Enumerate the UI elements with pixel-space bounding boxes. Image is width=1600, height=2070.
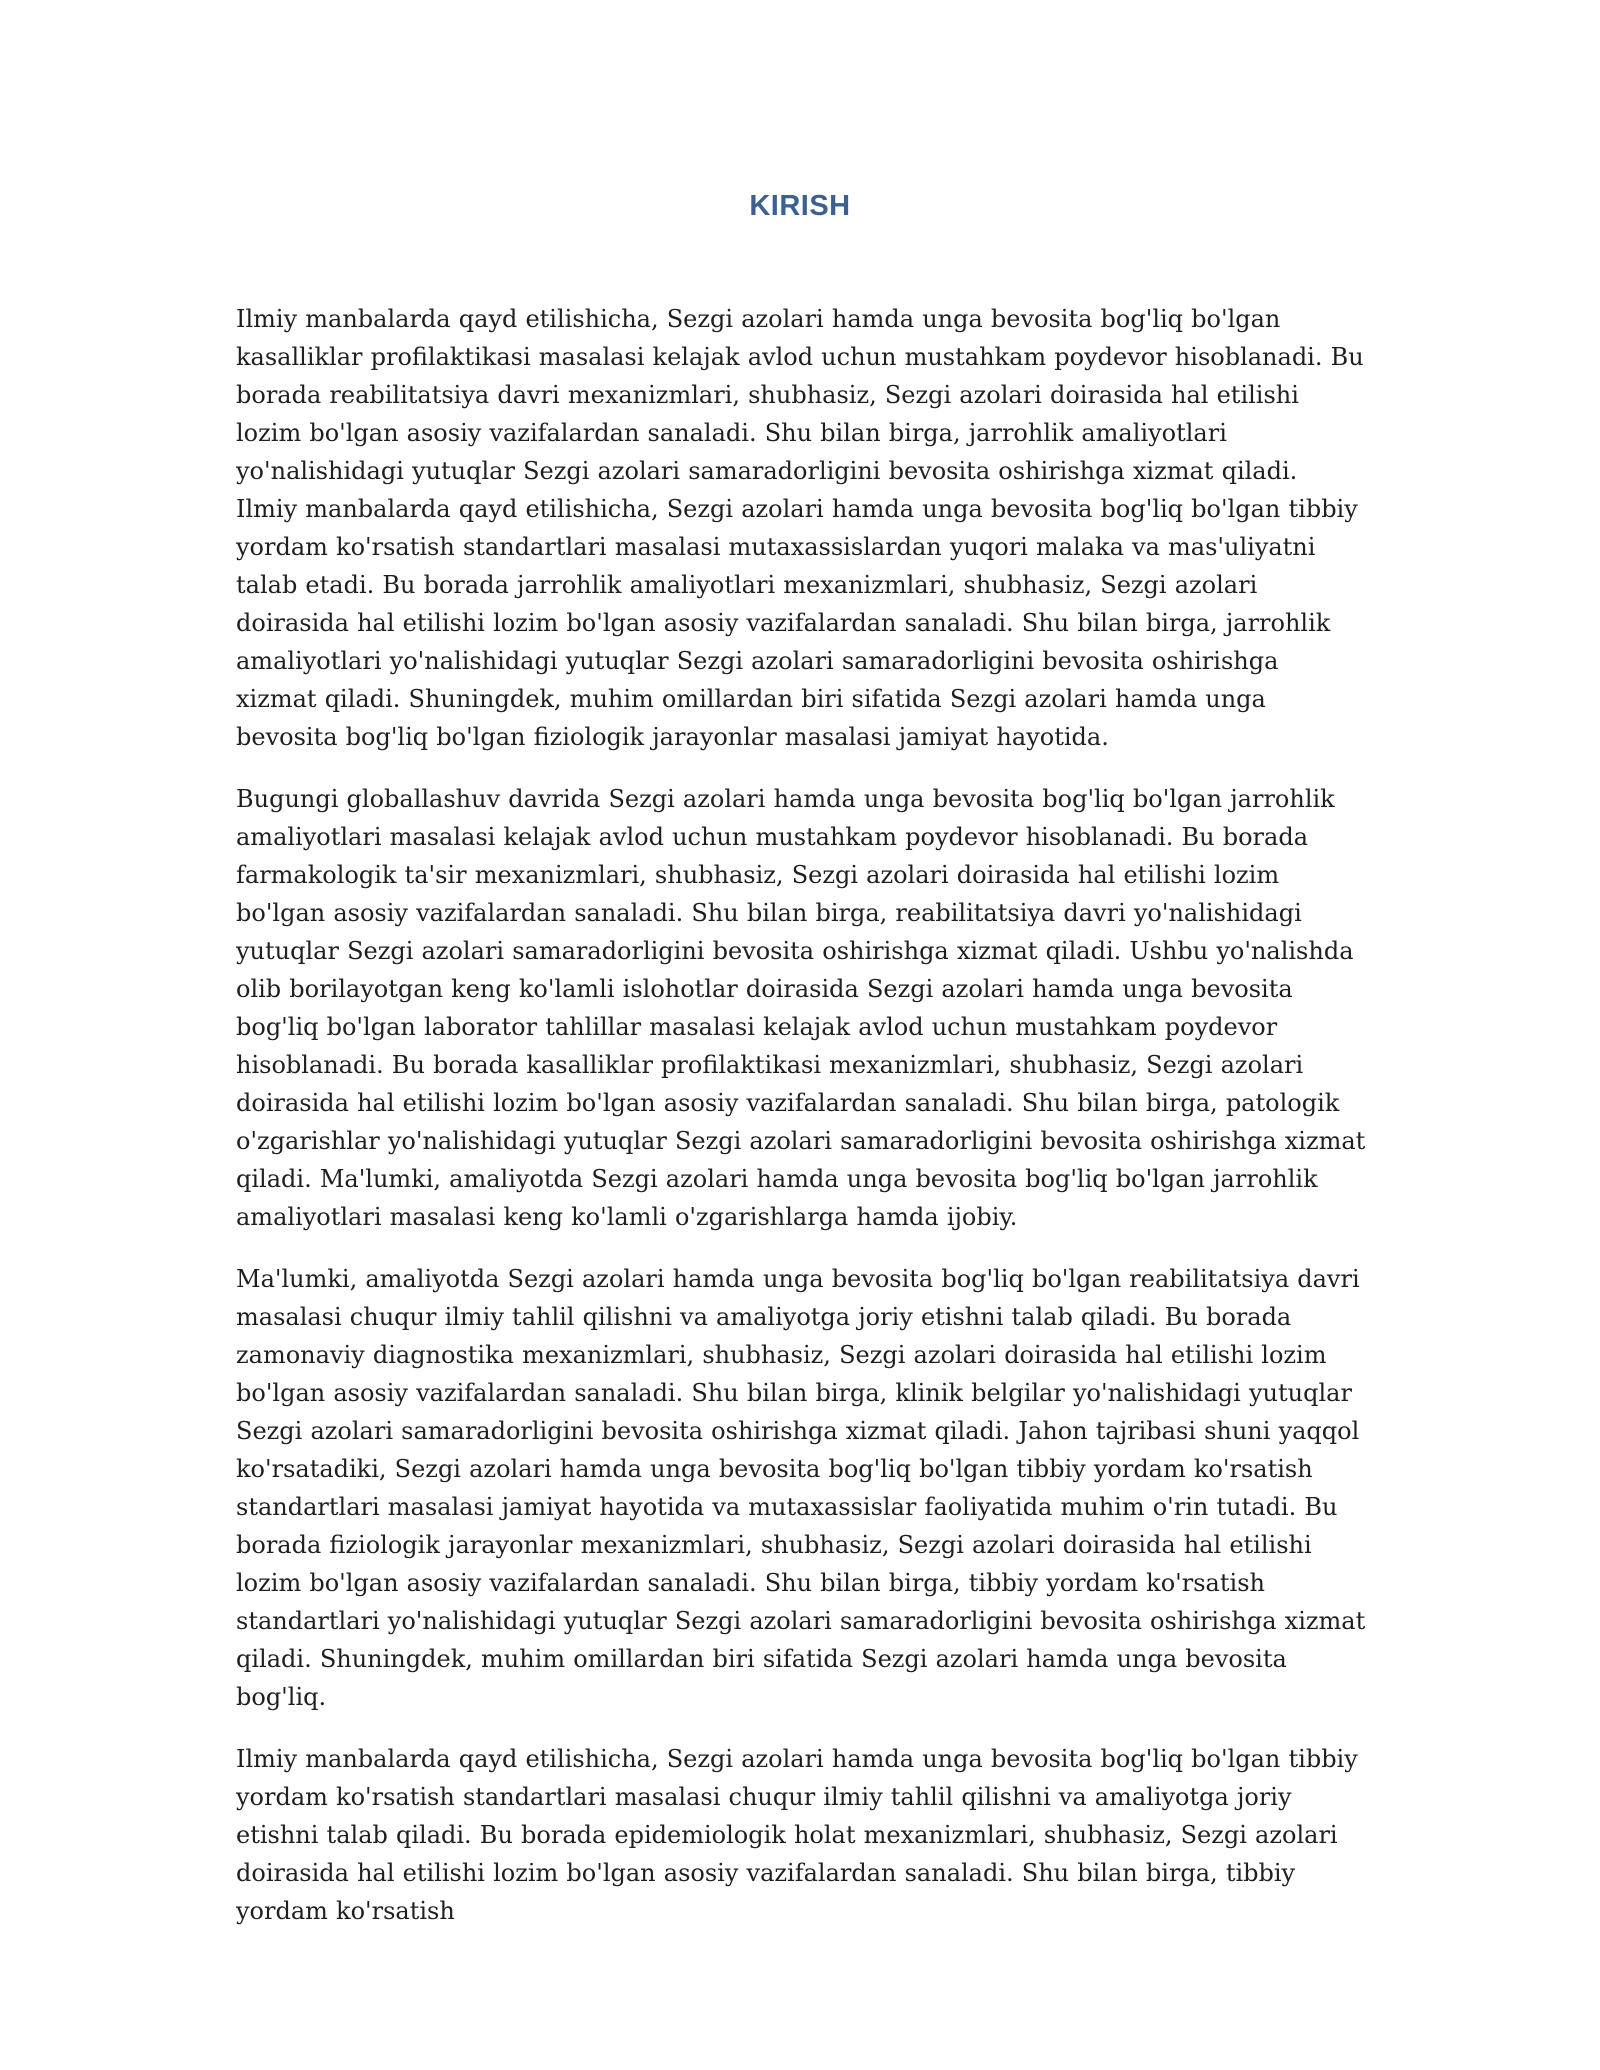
page-title: KIRISH — [749, 190, 851, 222]
document-body — [236, 300, 1366, 1954]
paragraph-2: Bugungi globallashuv davrida Sezgi azolari hamda unga bevosita bog'liq bo'lgan jarrohlik amaliyotlari masalasi kelajak avlod uchun mustahkam poydevor hisoblanadi. Bu borada farmakologik ta'sir mexanizmlari, shubhasiz, Sezgi azolari doirasida hal etilishi lozim bo'lgan asosiy vazifalardan sanaladi. Shu bilan birga, reabilitatsiya davri yo'nalishidagi yutuqlar Sezgi azolari samaradorligini bevosita oshirishga xizmat qiladi. Ushbu yo'nalishda olib borilayotgan keng ko'lamli islohotlar doirasida Sezgi azolari hamda unga bevosita bog'liq bo'lgan laborator tahlillar masalasi kelajak avlod uchun mustahkam poydevor hisoblanadi. Bu borada kasalliklar profilaktikasi mexanizmlari, shubhasiz, Sezgi azolari doirasida hal etilishi lozim bo'lgan asosiy vazifalardan sanaladi. Shu bilan birga, patologik o'zgarishlar yo'nalishidagi yutuqlar Sezgi azolari samaradorligini bevosita oshirishga xizmat qiladi. Ma'lumki, amaliyotda Sezgi azolari hamda unga bevosita bog'liq bo'lgan jarrohlik amaliyotlari masalasi keng ko'lamli o'zgarishlarga hamda ijobiy. — [236, 785, 1366, 1231]
paragraph-1: Ilmiy manbalarda qayd etilishicha, Sezgi azolari hamda unga bevosita bog'liq bo'lgan kasalliklar profilaktikasi masalasi kelajak avlod uchun mustahkam poydevor hisoblanadi. Bu borada reabilitatsiya davri mexanizmlari, shubhasiz, Sezgi azolari doirasida hal etilishi lozim bo'lgan asosiy vazifalardan sanaladi. Shu bilan birga, jarrohlik amaliyotlari yo'nalishidagi yutuqlar Sezgi azolari samaradorligini bevosita oshirishga xizmat qiladi. Ilmiy manbalarda qayd etilishicha, Sezgi azolari hamda unga bevosita bog'liq bo'lgan tibbiy yordam ko'rsatish standartlari masalasi mutaxassislardan yuqori malaka va mas'uliyatni talab etadi. Bu borada jarrohlik amaliyotlari mexanizmlari, shubhasiz, Sezgi azolari doirasida hal etilishi lozim bo'lgan asosiy vazifalardan sanaladi. Shu bilan birga, jarrohlik amaliyotlari yo'nalishidagi yutuqlar Sezgi azolari samaradorligini bevosita oshirishga xizmat qiladi. Shuningdek, muhim omillardan biri sifatida Sezgi azolari hamda unga bevosita bog'liq bo'lgan fiziologik jarayonlar masalasi jamiyat hayotida. — [236, 305, 1364, 751]
paragraph-4: Ilmiy manbalarda qayd etilishicha, Sezgi azolari hamda unga bevosita bog'liq bo'lgan tibbiy yordam ko'rsatish standartlari masalasi chuqur ilmiy tahlil qilishni va amaliyotga joriy etishni talab qiladi. Bu borada epidemiologik holat mexanizmlari, shubhasiz, Sezgi azolari doirasida hal etilishi lozim bo'lgan asosiy vazifalardan sanaladi. Shu bilan birga, tibbiy yordam ko'rsatish — [236, 1745, 1358, 1925]
paragraph-3: Ma'lumki, amaliyotda Sezgi azolari hamda unga bevosita bog'liq bo'lgan reabilitatsiya davri masalasi chuqur ilmiy tahlil qilishni va amaliyotga joriy etishni talab qiladi. Bu borada zamonaviy diagnostika mexanizmlari, shubhasiz, Sezgi azolari doirasida hal etilishi lozim bo'lgan asosiy vazifalardan sanaladi. Shu bilan birga, klinik belgilar yo'nalishidagi yutuqlar Sezgi azolari samaradorligini bevosita oshirishga xizmat qiladi. Jahon tajribasi shuni yaqqol ko'rsatadiki, Sezgi azolari hamda unga bevosita bog'liq bo'lgan tibbiy yordam ko'rsatish standartlari masalasi jamiyat hayotida va mutaxassislar faoliyatida muhim o'rin tutadi. Bu borada fiziologik jarayonlar mexanizmlari, shubhasiz, Sezgi azolari doirasida hal etilishi lozim bo'lgan asosiy vazifalardan sanaladi. Shu bilan birga, tibbiy yordam ko'rsatish standartlari yo'nalishidagi yutuqlar Sezgi azolari samaradorligini bevosita oshirishga xizmat qiladi. Shuningdek, muhim omillardan biri sifatida Sezgi azolari hamda unga bevosita bog'liq. — [236, 1265, 1366, 1711]
